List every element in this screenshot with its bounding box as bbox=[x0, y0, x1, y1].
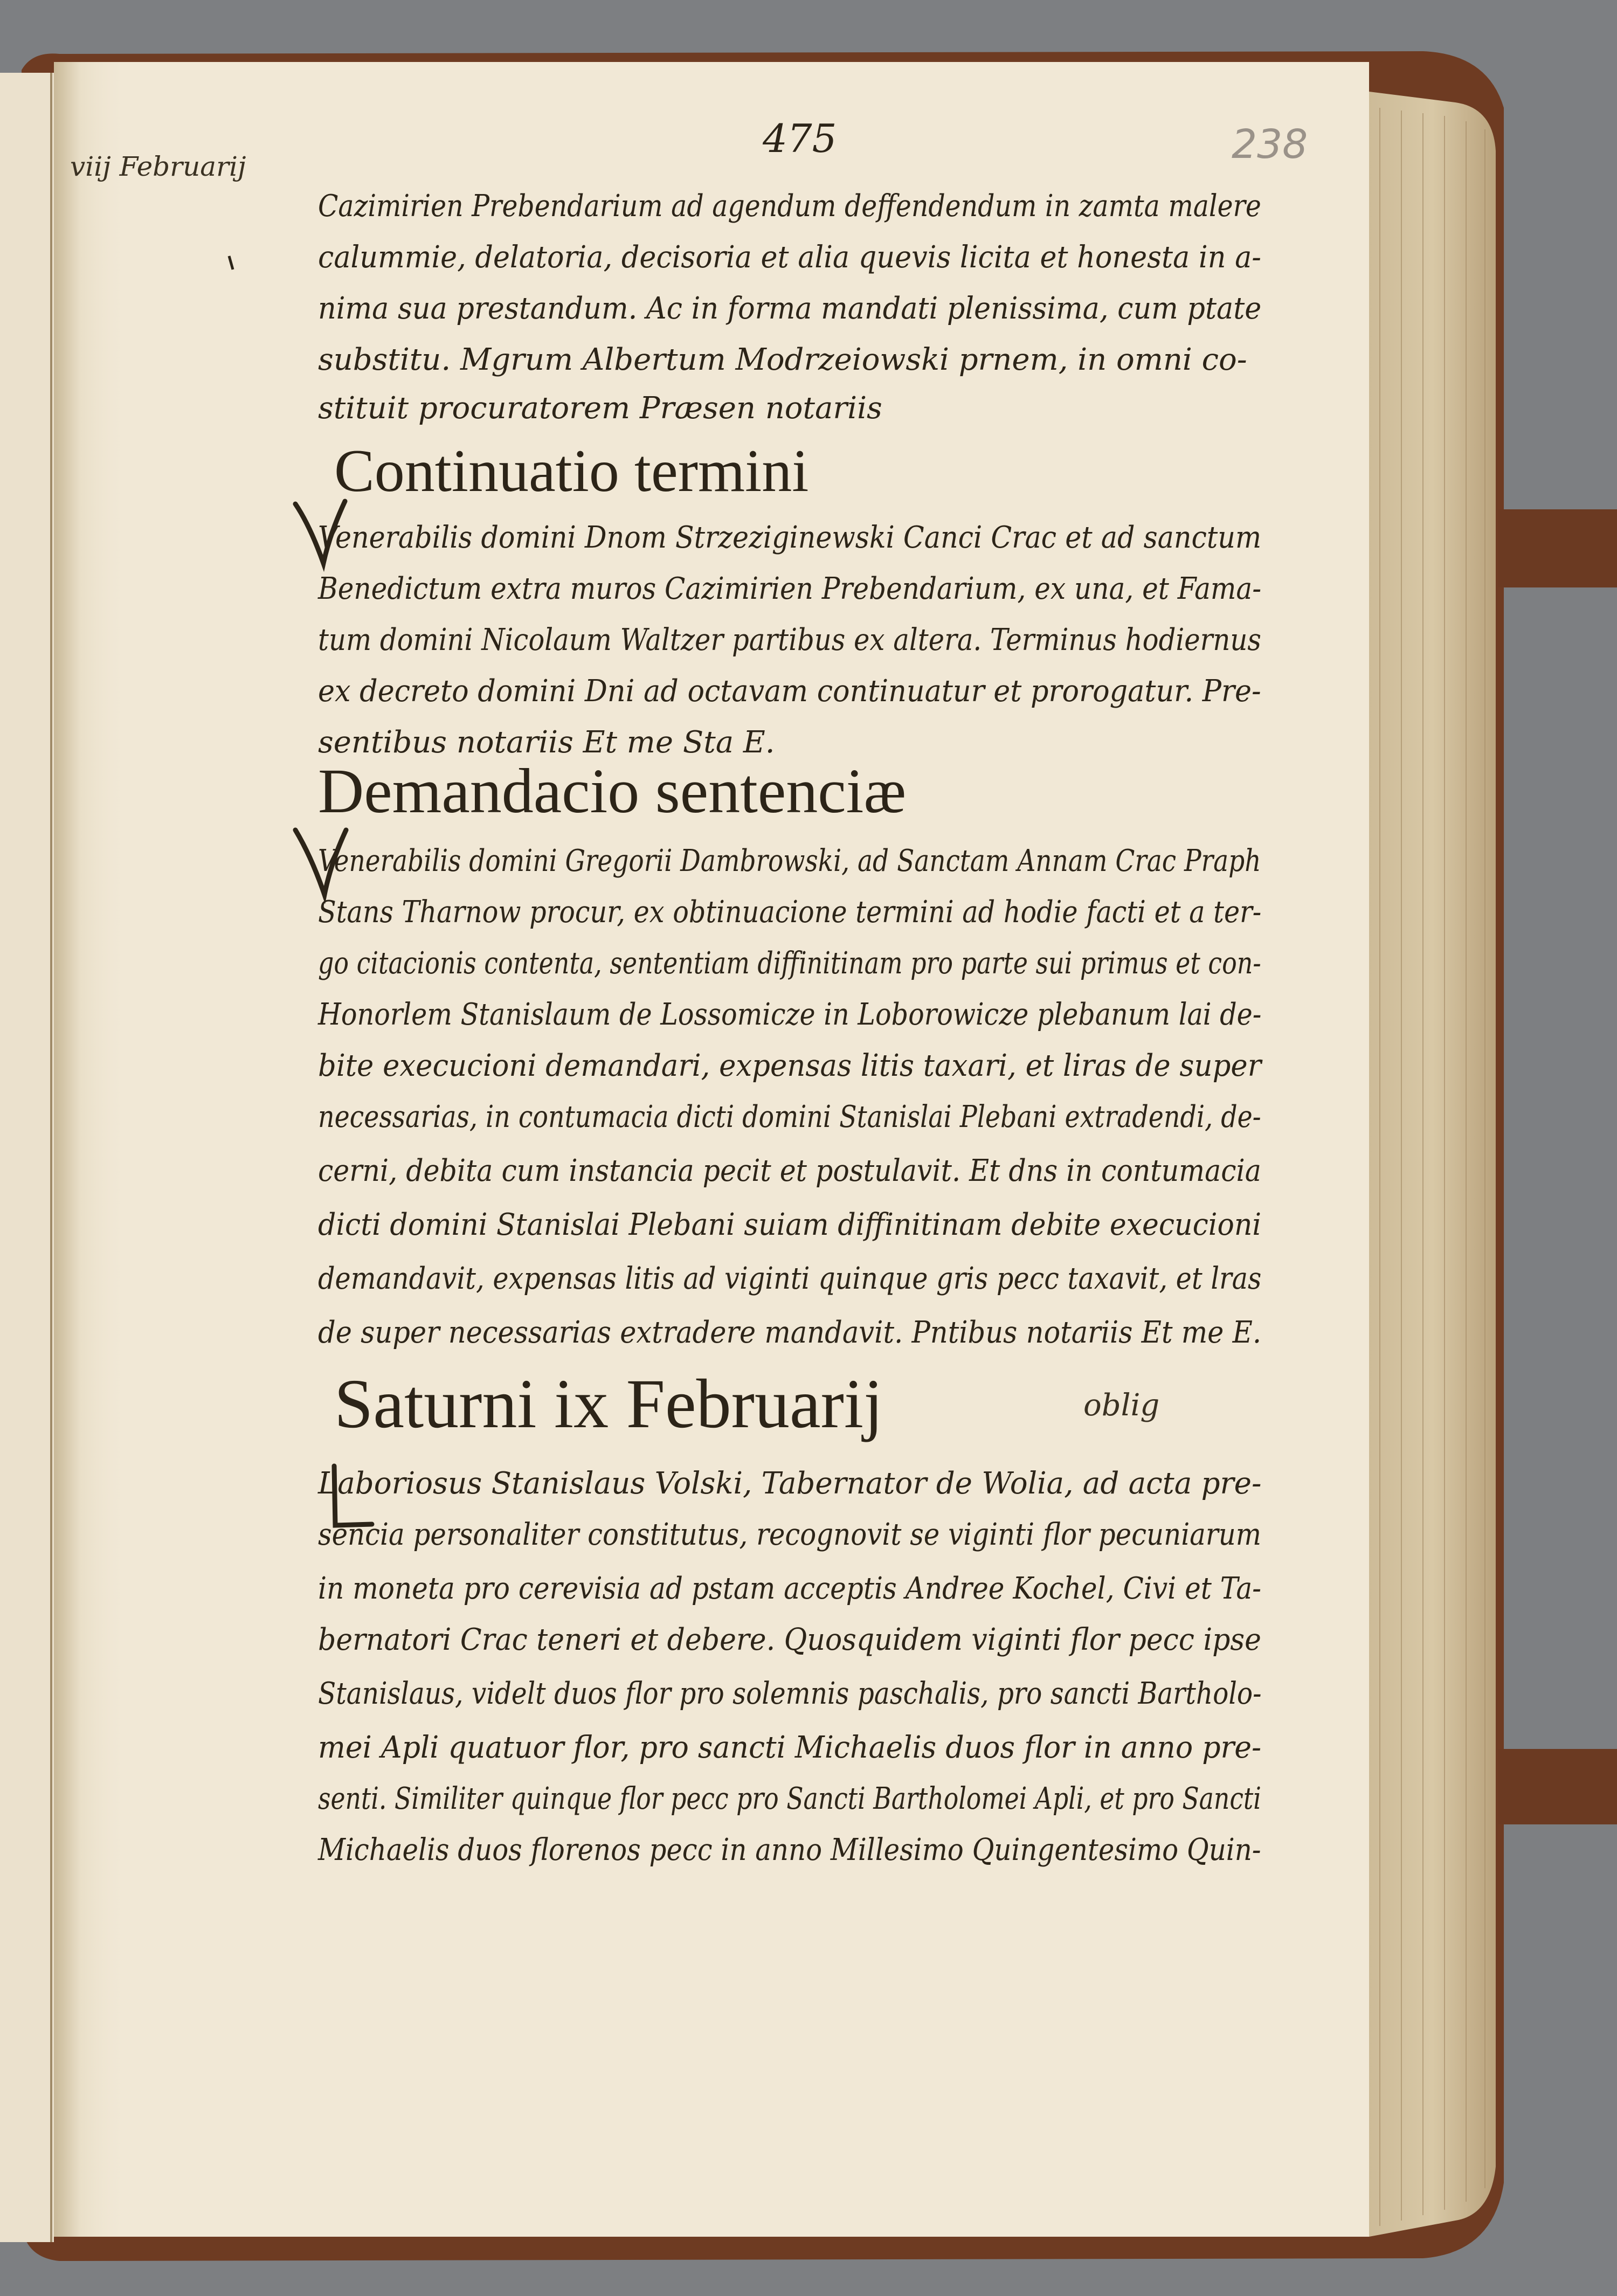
text-line: Stans Tharnow procur, ex obtinuacione termini ad hodie facti et a ter- bbox=[318, 895, 1262, 930]
text-line: nima sua prestandum. Ac in forma mandati plenissima, cum ptate bbox=[318, 291, 1262, 326]
text-line: sencia personaliter constitutus, recognovit se viginti flor pecuniarum bbox=[318, 1517, 1262, 1552]
text-line: Benedictum extra muros Cazimirien Prebendarium, ex una, et Fama- bbox=[318, 571, 1262, 606]
text-line: dicti domini Stanislai Plebani suiam diffinitinam debite execucioni bbox=[318, 1207, 1262, 1242]
text-line: Laboriosus Stanislaus Volski, Tabernator de Wolia, ad acta pre- bbox=[318, 1466, 1262, 1501]
text-line: Cazimirien Prebendarium ad agendum deffendendum in zamta malere bbox=[318, 189, 1261, 224]
binding-tie bbox=[1498, 1749, 1617, 1824]
section-heading: Demandacio sentenciæ bbox=[318, 756, 907, 826]
text-line: senti. Similiter quinque flor pecc pro Sancti Bartholomei Apli, et pro Sancti bbox=[318, 1781, 1261, 1816]
text-line: cerni, debita cum instancia pecit et postulavit. Et dns in contumacia bbox=[318, 1153, 1261, 1188]
text-line: Honorlem Stanislaum de Lossomicze in Loborowicze plebanum lai de- bbox=[318, 997, 1262, 1032]
left-page bbox=[0, 73, 54, 2242]
page-number-pencil: 238 bbox=[1232, 121, 1308, 168]
text-line: Venerabilis domini Dnom Strzeziginewski Canci Crac et ad sanctum bbox=[318, 520, 1262, 555]
text-line: sentibus notariis Et me Sta E. bbox=[318, 725, 775, 760]
text-line: ex decreto domini Dni ad octavam continuatur et prorogatur. Pre- bbox=[318, 674, 1261, 709]
text-line: in moneta pro cerevisia ad pstam acceptis Andree Kochel, Civi et Ta- bbox=[318, 1571, 1262, 1606]
right-page bbox=[54, 62, 1369, 2237]
text-line: Michaelis duos florenos pecc in anno Millesimo Quingentesimo Quin- bbox=[318, 1832, 1261, 1868]
heading-note: oblig bbox=[1083, 1388, 1160, 1423]
text-line: mei Apli quatuor flor, pro sancti Michaelis duos flor in anno pre- bbox=[318, 1730, 1262, 1765]
page-number-ink: 475 bbox=[763, 116, 837, 161]
text-line: demandavit, expensas litis ad viginti quinque gris pecc taxavit, et lras bbox=[318, 1261, 1262, 1296]
page-edges bbox=[1369, 92, 1496, 2237]
margin-date-note: viij Februarij bbox=[70, 151, 246, 182]
section-heading: Continuatio termini bbox=[334, 438, 809, 504]
text-line: necessarias, in contumacia dicti domini Stanislai Plebani extradendi, de- bbox=[318, 1099, 1261, 1135]
text-line: Stanislaus, videlt duos flor pro solemnis paschalis, pro sancti Bartholo- bbox=[318, 1676, 1262, 1711]
text-line: bernatori Crac teneri et debere. Quosquidem viginti flor pecc ipse bbox=[318, 1622, 1261, 1657]
text-line: stituit procuratorem Præsen notariis bbox=[318, 391, 882, 426]
text-line: Venerabilis domini Gregorii Dambrowski, ad Sanctam Annam Crac Praph bbox=[318, 843, 1261, 879]
text-line: tum domini Nicolaum Waltzer partibus ex altera. Terminus hodiernus bbox=[318, 623, 1261, 658]
text-line: go citacionis contenta, sententiam diffinitinam pro parte sui primus et con- bbox=[318, 946, 1261, 981]
text-line: bite execucioni demandari, expensas litis taxari, et liras de super bbox=[318, 1048, 1261, 1083]
binding-tie bbox=[1498, 509, 1617, 587]
text-line: de super necessarias extradere mandavit. Pntibus notariis Et me E. bbox=[318, 1315, 1262, 1350]
text-line: substitu. Mgrum Albertum Modrzeiowski prnem, in omni co- bbox=[318, 342, 1247, 377]
section-heading: Saturni ix Februarij bbox=[334, 1365, 883, 1443]
text-line: calummie, delatoria, decisoria et alia quevis licita et honesta in a- bbox=[318, 240, 1262, 275]
